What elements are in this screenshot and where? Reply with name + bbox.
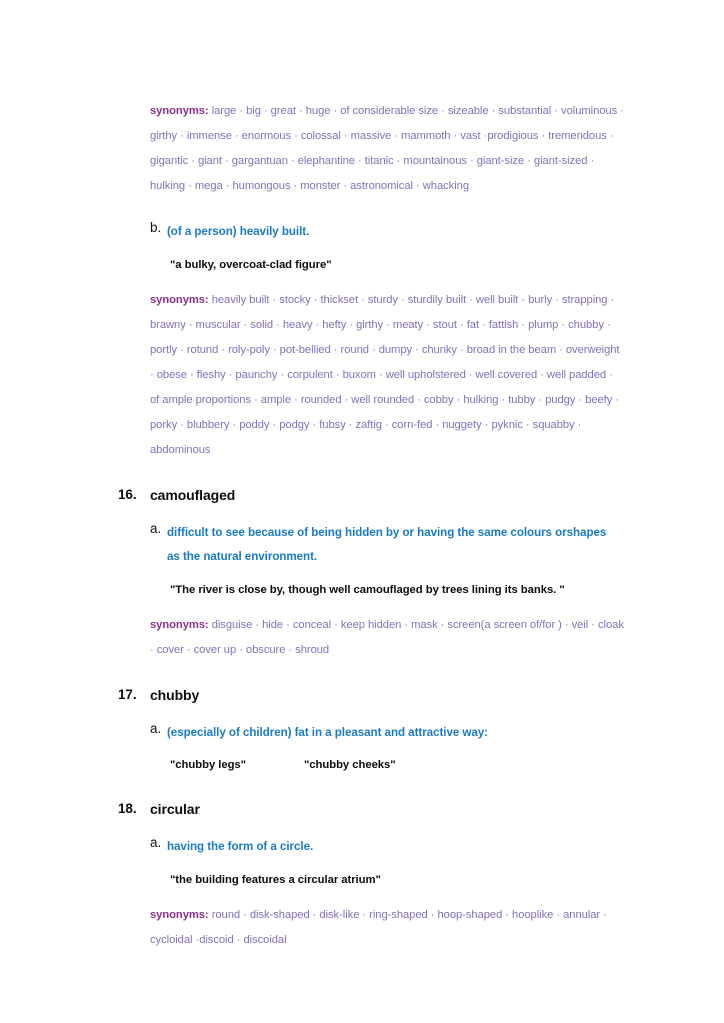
entry-headword: chubby [150,686,200,703]
synonyms-list: large · big · great · huge · of considerable size · sizeable · substantial · voluminous · girthy · immense · enormous · colossal · massive · mammoth · vast ·prodigious · tremendous · gigantic · giant · gargantuan · elephantine · titanic · mountainous · giant-size · giant-sized · hulking · mega · humongous · monster · astronomical · whacking [150,105,624,192]
sense-quote: "the building features a circular atrium" [170,873,381,886]
synonyms-list: heavily built · stocky · thickset · sturdy · sturdily built · well built · burly · strapping · brawny · muscular · solid · heavy · hefty · girthy · meaty · stout · fat · fattish · plump · chubby · portly · rotund · roly-poly · pot-bellied · round · dumpy · chunky · broad in the beam · overweight · obese · fleshy · paunchy · corpulent · buxom · well upholstered · well covered · well padded · of ample proportions · ample · rounded · well rounded · cobby · hulking · tubby · pudgy · beefy · porky · blubbery · poddy · podgy · fubsy · zaftig · corn-fed · nuggety · pyknic · squabby · abdominous [150,293,620,456]
synonyms-label: synonyms: [150,105,209,117]
entry-number: 16. [118,486,137,502]
synonyms-label: synonyms: [150,908,209,921]
sense-quote: "chubby legs" [170,759,246,771]
synonyms-block [0,613,724,663]
document-content [0,88,724,953]
sense-quote: "chubby cheeks" [303,759,396,771]
sense-definition: having the form of a circle. [167,840,314,853]
sense-marker: a. [150,835,162,850]
synonyms-block [0,288,724,463]
dictionary-entry [0,487,724,663]
sense-marker: a. [150,520,162,536]
sense-a [0,521,724,570]
sense-quote: "a bulky, overcoat-clad figure" [170,258,332,271]
sense-quote-pair [0,753,724,777]
dictionary-entry [0,801,724,953]
sense-marker: b. [150,220,162,235]
entry-heading [0,487,724,517]
entry-number: 18. [118,801,137,816]
sense-definition: (of a person) heavily built. [167,225,310,238]
sense-a [0,835,724,860]
entry-headword: camouflaged [150,486,236,503]
synonyms-block [0,903,724,953]
entry-number: 17. [118,686,137,702]
entry-heading [0,801,724,831]
synonyms-label: synonyms: [150,293,209,306]
sense-a [0,721,724,746]
dictionary-entry [0,687,724,778]
synonyms-list: round · disk-shaped · disk-like · ring-shaped · hoop-shaped · hooplike · annular · cycloidal ·discoid · discoidal [150,908,607,946]
sense-definition: difficult to see because of being hidden by or having the same colours orshapes as the natural environment. [167,525,607,563]
entry-heading [0,687,724,717]
synonyms-label: synonyms: [150,618,209,631]
sense-definition: (especially of children) fat in a pleasant and attractive way: [167,725,488,739]
sense-quote: "The river is close by, though well camouflaged by trees lining its banks. " [170,583,565,596]
synonyms-block [0,99,724,199]
entry-headword: circular [150,801,200,817]
synonyms-list: disguise · hide · conceal · keep hidden · mask · screen(a screen of/for ) · veil · cloak · cover · cover up · obscure · shroud [150,618,624,656]
sense-marker: a. [150,720,162,736]
sense-b [0,220,724,245]
